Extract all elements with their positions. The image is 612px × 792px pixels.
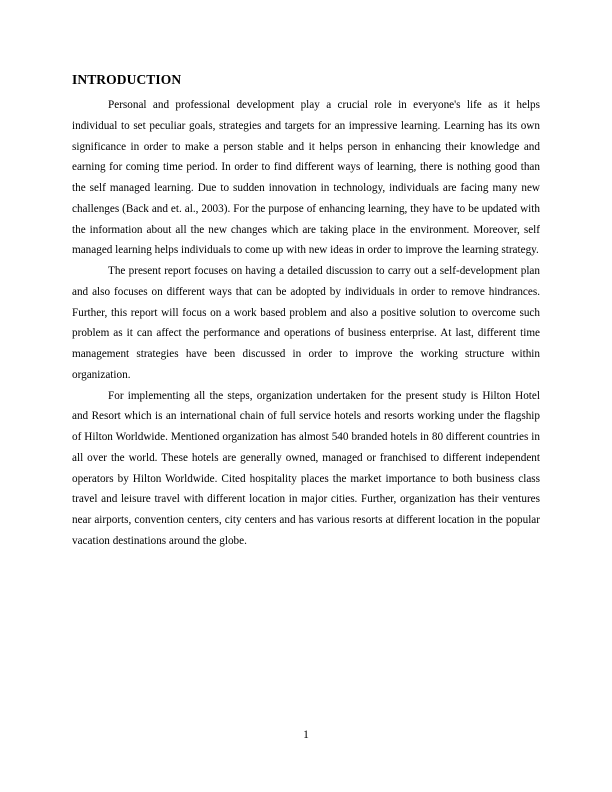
section-heading: INTRODUCTION [72, 72, 182, 87]
paragraph-1: Personal and professional development play a crucial role in everyone's life as it helps individual to set peculiar goals, strategies and targets for an impressive learning. Learning has its own significance in order to make a person stable and it helps person in enhancing their knowledge and earning for coming time period. In order to find different ways of learning, there is nothing good than the self managed learning. Due to sudden innovation in technology, individuals are facing many new challenges (Back and et. al., 2003). For the purpose of enhancing learning, they have to be updated with the information about all the new changes which are taking place in the environment. Moreover, self managed learning helps individuals to come up with new ideas in order to improve the learning strategy. [72, 99, 540, 257]
body-text [72, 95, 540, 552]
page-number: 1 [303, 729, 309, 741]
paragraph-2: The present report focuses on having a detailed discussion to carry out a self-development plan and also focuses on different ways that can be adopted by individuals in order to remove hindrances. Further, this report will focus on a work based problem and also a positive solution to overcome such problem as it can affect the performance and operations of business enterprise. At last, different time management strategies have been discussed in order to improve the working structure within organization. [72, 265, 540, 381]
paragraph-3: For implementing all the steps, organization undertaken for the present study is Hilton Hotel and Resort which is an international chain of full service hotels and resorts working under the flagship of Hilton Worldwide. Mentioned organization has almost 540 branded hotels in 80 different countries in all over the world. These hotels are generally owned, managed or franchised to different independent operators by Hilton Worldwide. Cited hospitality places the market importance to both business class travel and leisure travel with different location in major cities. Further, organization has their ventures near airports, convention centers, city centers and has various resorts at different location in the popular vacation destinations around the globe. [72, 389, 540, 547]
